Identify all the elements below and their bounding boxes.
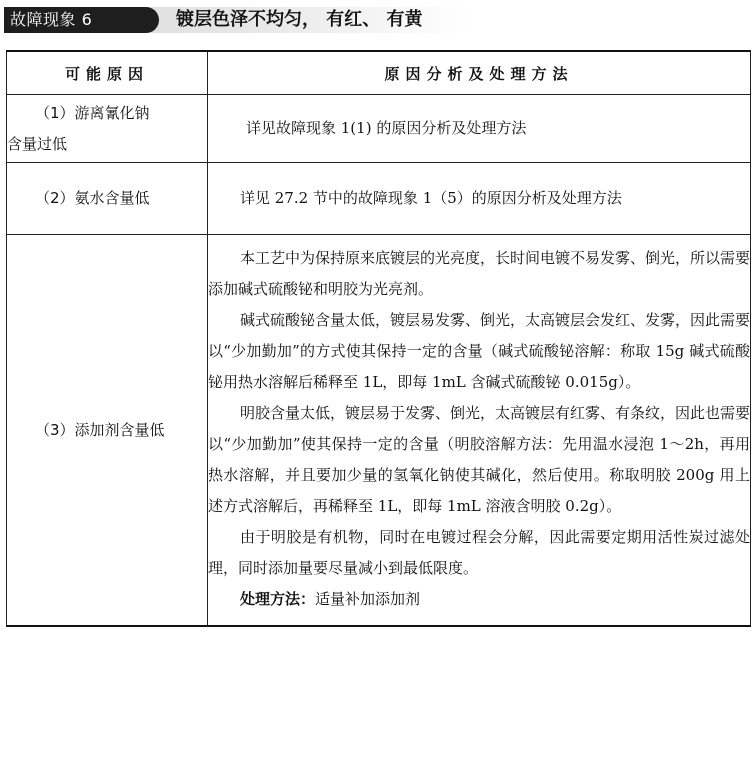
table-row [7, 95, 751, 163]
analysis-cell [208, 235, 751, 627]
fault-title: 镀层色泽不均匀， 有红、 有黄 [176, 9, 423, 30]
table-row [7, 163, 751, 235]
cause-text-cont: 含量过低 [7, 134, 68, 153]
section-header [4, 4, 752, 34]
analysis-paragraph: 详见故障现象 1(1) 的原因分析及处理方法 [246, 119, 527, 137]
analysis-paragraph: 碱式硫酸铋含量太低，镀层易发雾、倒光，太高镀层会发红、发雾，因此需要以“少加勤加”的方式使其保持一定的含量（碱式硫酸铋溶解：称取 15g 碱式硫酸铋用热水溶解后稀释至 1L，即每 1mL 含碱式硫酸铋 0.015g）。 [208, 311, 751, 391]
cause-text: （2）氨水含量低 [35, 189, 150, 207]
cause-cell [7, 235, 208, 627]
cause-text: （3）添加剂含量低 [35, 420, 165, 439]
analysis-paragraph: 由于明胶是有机物，同时在电镀过程会分解，因此需要定期用活性炭过滤处理，同时添加量要尽量减小到最低限度。 [208, 528, 750, 577]
table-header-row [7, 51, 751, 95]
cause-cell [7, 163, 208, 235]
treatment-method [208, 584, 750, 615]
analysis-paragraph: 明胶含量太低，镀层易于发雾、倒光，太高镀层有红雾、有条纹，因此也需要以“少加勤加”使其保持一定的含量（明胶溶解方法：先用温水浸泡 1～2h，再用热水溶解，并且要加少量的氢氧化钠使其碱化，然后使用。称取明胶 200g 用上述方式溶解后，再稀释至 1L，即每 1mL 溶液含明胶 0.2g）。 [208, 404, 751, 515]
cause-text: （1）游离氰化钠 [35, 103, 150, 122]
treatment-text: 适量补加添加剂 [315, 590, 421, 608]
analysis-paragraph: 本工艺中为保持原来底镀层的光亮度，长时间电镀不易发雾、倒光，所以需要添加碱式硫酸铋和明胶为光亮剂。 [208, 249, 751, 298]
cause-cell [7, 95, 208, 163]
treatment-label: 处理方法： [240, 590, 316, 608]
table-row [7, 235, 751, 627]
fault-badge: 故障现象 6 [4, 7, 159, 33]
fault-table [6, 50, 751, 627]
analysis-cell [208, 163, 751, 235]
analysis-cell [208, 95, 751, 163]
analysis-paragraph: 详见 27.2 节中的故障现象 1（5）的原因分析及处理方法 [240, 189, 622, 207]
col-header-cause: 可能原因 [7, 51, 208, 95]
col-header-analysis: 原因分析及处理方法 [208, 51, 751, 95]
